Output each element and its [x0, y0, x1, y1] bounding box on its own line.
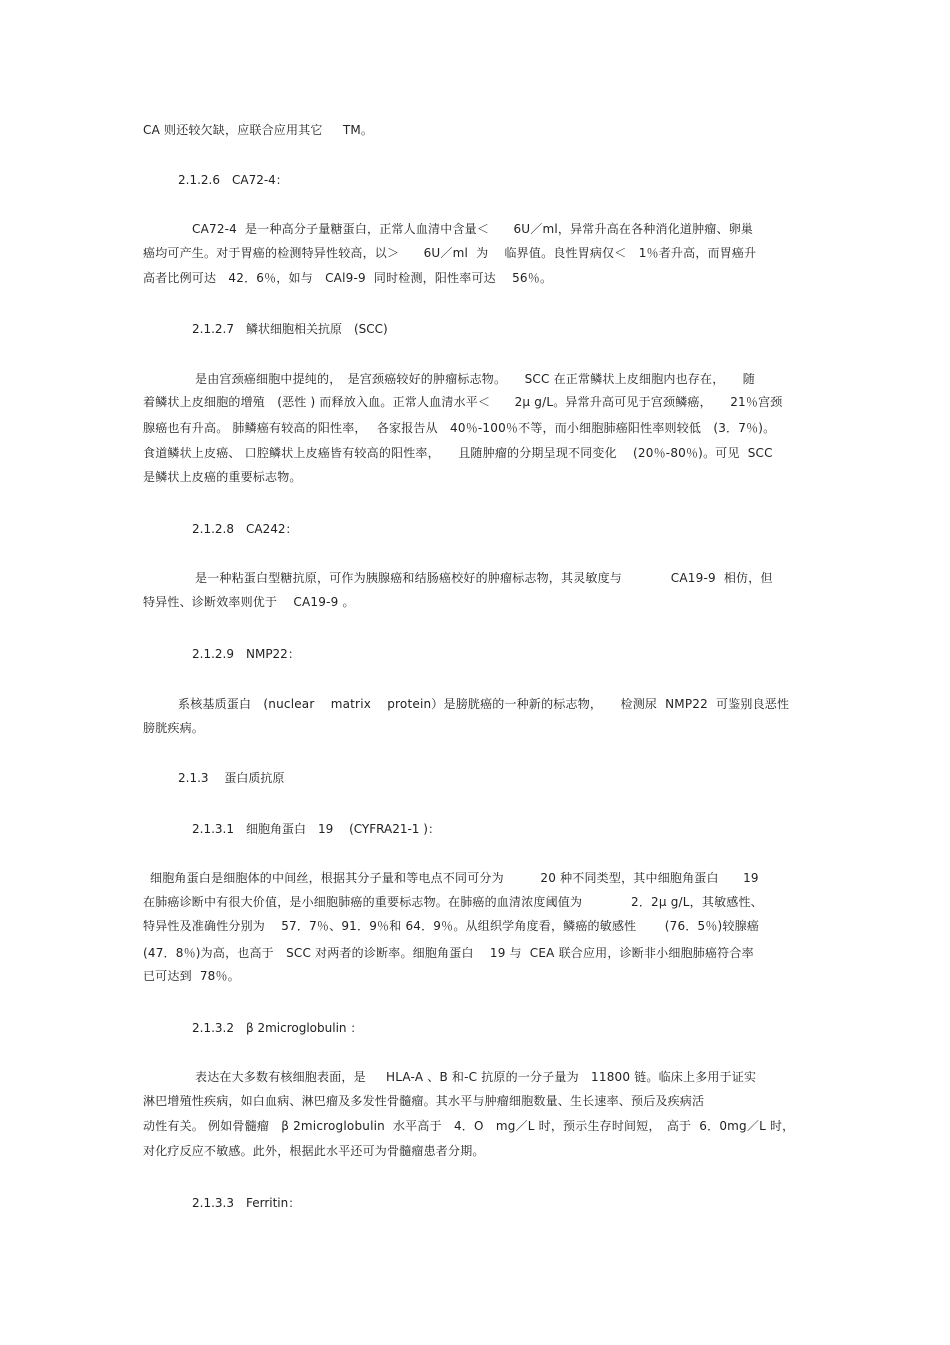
intro-line: CA 则还较欠缺，应联合应用其它 TM。 — [143, 123, 374, 137]
section-heading-ca242: 2.1.2.8 CA242： — [192, 522, 298, 536]
paragraph-line: 癌均可产生。对于胃癌的检测特异性较高，以＞ 6U／ml 为 临界值。良性胃病仅＜ 1％者升高，而胃癌升 — [143, 246, 757, 260]
paragraph-line: 食道鳞状上皮癌、 口腔鳞状上皮癌皆有较高的阳性率， 且随肿瘤的分期呈现不同变化 (20％-80％)。可见 SCC — [143, 446, 773, 460]
paragraph-line: 着鳞状上皮细胞的增殖 (恶性 ) 而释放入血。正常人血清水平＜ 2μ g/L。异常升高可见于宫颈鳞癌， 21％宫颈 — [143, 395, 783, 409]
paragraph-line: 是由宫颈癌细胞中提纯的， 是宫颈癌较好的肿瘤标志物。 SCC 在正常鳞状上皮细胞内也存在， 随 — [195, 372, 755, 386]
paragraph-line: (47．8％)为高，也高于 SCC 对两者的诊断率。细胞角蛋白 19 与 CEA 联合应用，诊断非小细胞肺癌符合率 — [143, 946, 754, 960]
section-heading-scc: 2.1.2.7 鳞状细胞相关抗原 (SCC) — [192, 322, 388, 336]
paragraph-line: CA72-4 是一种高分子量糖蛋白，正常人血清中含量＜ 6U／ml，异常升高在各种消化道肿瘤、卵巢 — [192, 222, 754, 236]
section-heading-protein-antigen: 2.1.3 蛋白质抗原 — [178, 771, 285, 785]
paragraph-line: 是鳞状上皮癌的重要标志物。 — [143, 470, 302, 484]
section-heading-cyfra: 2.1.3.1 细胞角蛋白 19 (CYFRA21-1 )： — [192, 822, 440, 836]
paragraph-line: 表达在大多数有核细胞表面，是 HLA-A 、B 和-C 抗原的一分子量为 11800 链。临床上多用于证实 — [195, 1070, 757, 1084]
paragraph-line: 特异性、诊断效率则优于 CA19-9 。 — [143, 595, 355, 609]
section-heading-ca724: 2.1.2.6 CA72-4： — [178, 173, 288, 187]
paragraph-line: 膀胱疾病。 — [143, 721, 205, 735]
paragraph-line: 特异性及准确性分别为 57．7％、91．9％和 64．9％。从组织学角度看，鳞癌的敏感性 (76．5％)较腺癌 — [143, 919, 760, 933]
paragraph-line: 细胞角蛋白是细胞体的中间丝，根据其分子量和等电点不同可分为 20 种不同类型，其中细胞角蛋白 19 — [150, 871, 759, 885]
paragraph-line: 淋巴增殖性疾病，如白血病、淋巴瘤及多发性骨髓瘤。其水平与肿瘤细胞数量、生长速率、预后及疾病活 — [143, 1094, 705, 1108]
paragraph-line: 在肺癌诊断中有很大价值，是小细胞肺癌的重要标志物。在肺癌的血清浓度阈值为 2．2μ g/L，其敏感性、 — [143, 895, 763, 909]
paragraph-line: 高者比例可达 42．6％，如与 CAl9-9 同时检测，阳性率可达 56％。 — [143, 271, 553, 285]
section-heading-b2m: 2.1.3.2 β 2microglobulin ： — [192, 1021, 363, 1035]
section-heading-ferritin: 2.1.3.3 Ferritin： — [192, 1196, 301, 1210]
paragraph-line: 动性有关。 例如骨髓瘤 β 2microglobulin 水平高于 4．O mg／L 时，预示生存时间短， 高于 6．0mg／L 时， — [143, 1119, 795, 1133]
paragraph-line: 是一种粘蛋白型糖抗原，可作为胰腺癌和结肠癌校好的肿瘤标志物，其灵敏度与 CA19-9 相仿，但 — [195, 571, 773, 585]
paragraph-line: 系核基质蛋白 (nuclear matrix protein）是膀胱癌的一种新的标志物， 检测尿 NMP22 可鉴别良恶性 — [178, 697, 790, 711]
paragraph-line: 腺癌也有升高。 肺鳞癌有较高的阳性率， 各家报告从 40％-100％不等，而小细胞肺癌阳性率则较低 (3．7％)。 — [143, 421, 776, 435]
paragraph-line: 已可达到 78％。 — [143, 969, 240, 983]
section-heading-nmp22: 2.1.2.9 NMP22： — [192, 647, 300, 661]
paragraph-line: 对化疗反应不敏感。此外，根据此水平还可为骨髓瘤患者分期。 — [143, 1144, 485, 1158]
